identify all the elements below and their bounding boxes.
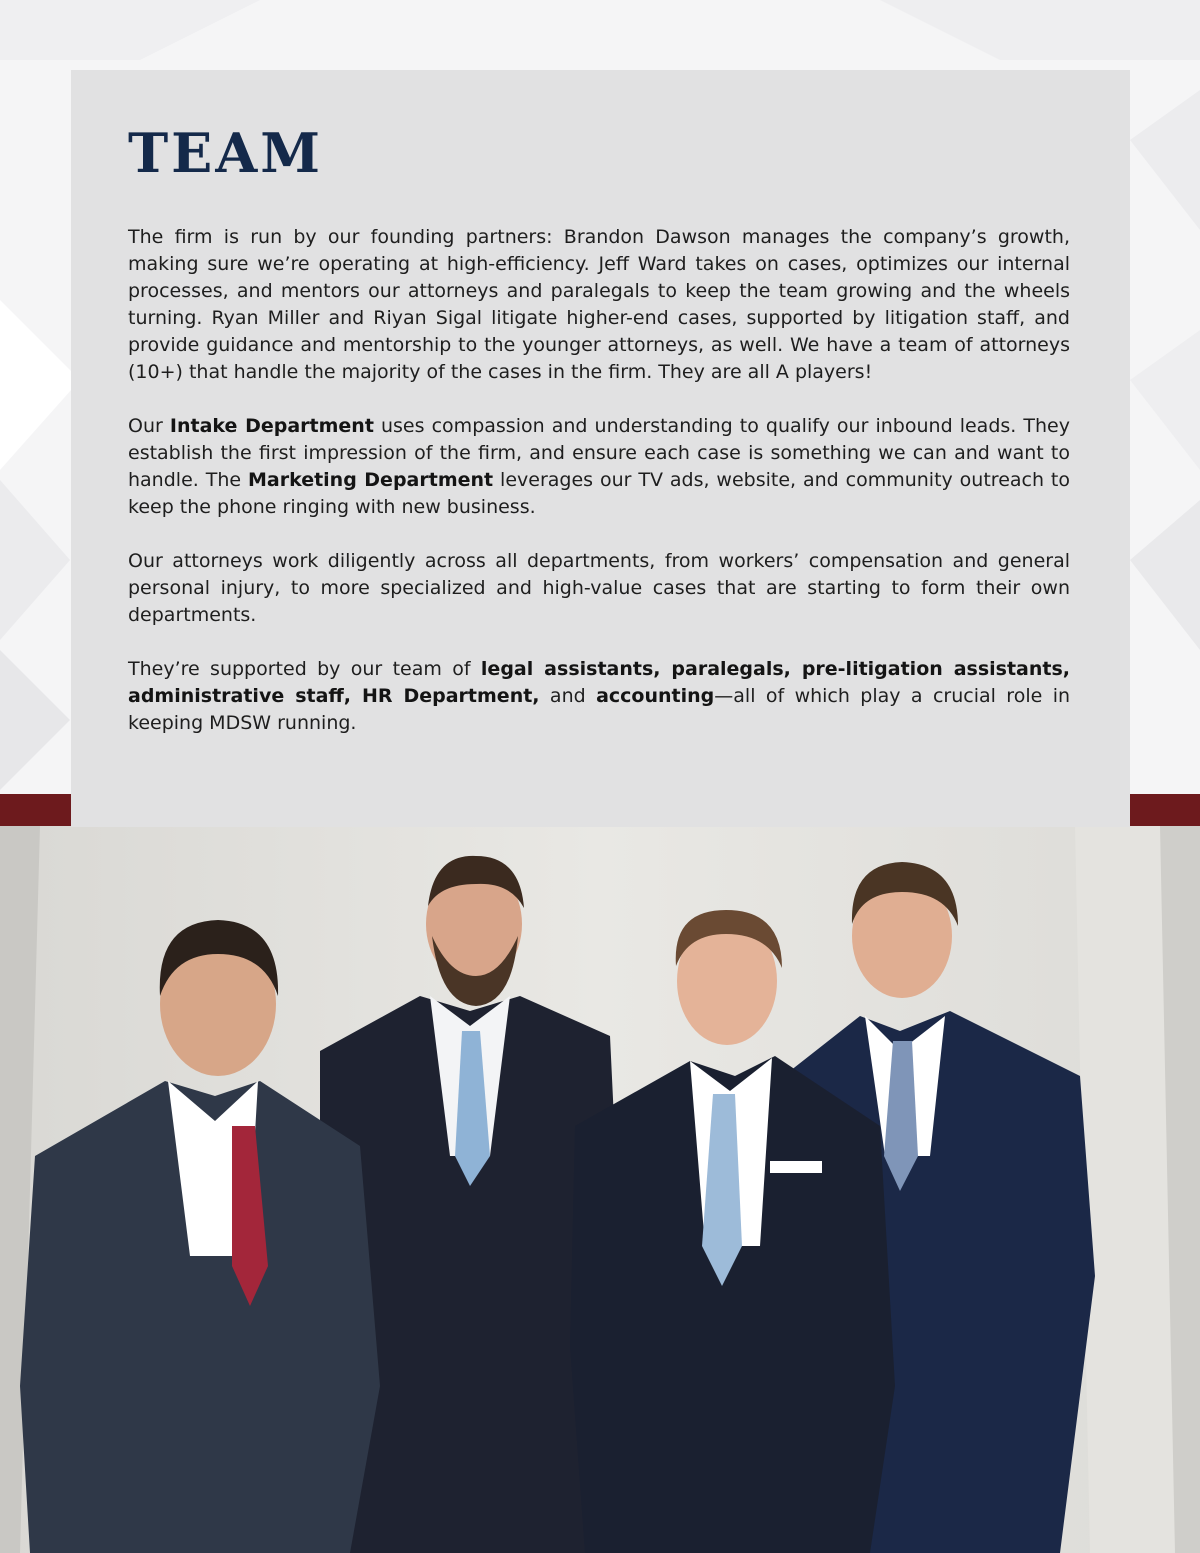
- intake-department-label: Intake Department: [169, 415, 374, 437]
- support-roles-label: legal assistants, paralegals, pre-litigation assistants, administrative staff, HR Department,: [128, 658, 1071, 707]
- marketing-department-label: Marketing Department: [247, 469, 494, 491]
- paragraph-leadership: The firm is run by our founding partners: Brandon Dawson manages the company’s growth, making sure we’re operating at high-efficiency. Jeff Ward takes on cases, optimizes our internal processes, and mentors our attorneys and paralegals to keep the team growing and the wheels turning. Ryan Miller and Riyan Sigal litigate higher-end cases, supported by litigation staff, and provide guidance and mentorship to the younger attorneys, as well. We have a team of attorneys (10+) that handle the majority of the cases in the firm. They are all A players!: [128, 226, 1070, 383]
- paragraph-attorneys: Our attorneys work diligently across all departments, from workers’ compensation and general personal injury, to more specialized and high-value cases that are starting to form their own departments.: [128, 550, 1070, 626]
- team-photo: [0, 826, 1200, 1553]
- text-card: [71, 70, 1130, 827]
- body-text: [128, 224, 1070, 737]
- person-3-pocket-square: [770, 1161, 822, 1173]
- paragraph-support-staff: They’re supported by our team of legal assistants, paralegals, pre-litigation assistants, administrative staff, HR Department, and accounting—all of which play a crucial role in keeping MDSW running.: [128, 658, 1071, 734]
- paragraph-departments: Our Intake Department uses compassion and understanding to qualify our inbound leads. They establish the first impression of the firm, and ensure each case is something we can and want to handle. The Marketing Department leverages our TV ads, website, and community outreach to keep the phone ringing with new business.: [128, 415, 1071, 518]
- accounting-label: accounting: [596, 685, 715, 707]
- page-title: TEAM: [128, 121, 324, 185]
